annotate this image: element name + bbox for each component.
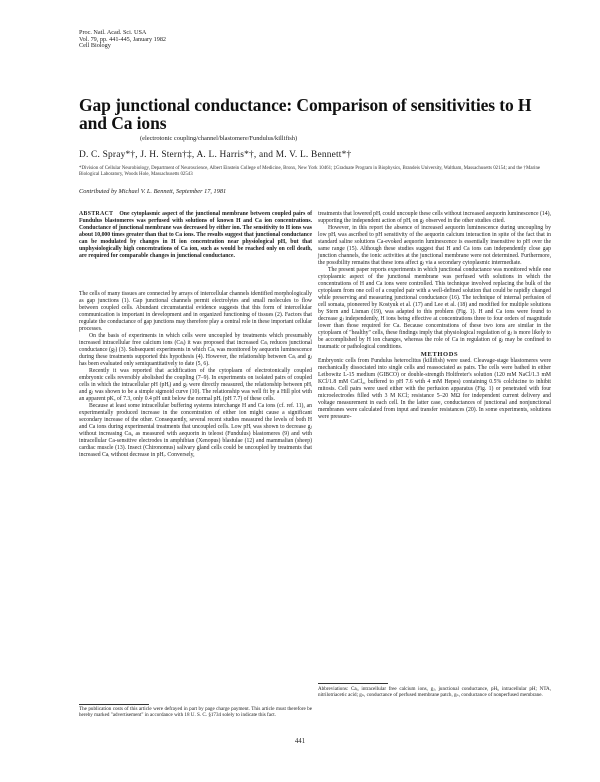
abbreviations-footnote: Abbreviations: Caᵢ, intracellular free calcium ions, gⱼ, junctional conductance, pHᵢ, intracellular pH; NTA, nitrilotriacetic acid; gₙ, conductance of perfused membrane patch, gₙ, conductance of nonperfused membrane. xyxy=(318,686,551,699)
publication-cost-footnote: The publication costs of this article were defrayed in part by page charge payment. This article must therefore be hereby marked "advertisement" in accordance with 18 U. S. C. §1734 solely to indicate this fact. xyxy=(79,706,312,719)
body-paragraph: Recently it was reported that acidification of the cytoplasm of electrotonically coupled embryonic cells reversibly abolished the coupling (7–9). In experiments on isolated pairs of coupled cells in which the intracellular pH (pHᵢ) and gⱼ were directly measured, the relationship between pHᵢ and gⱼ was shown to be a simple sigmoid curve (10). The relationship was well fit by a Hill plot with an apparent pKₐ of 7.3, only 0.4 pH unit below the normal pHᵢ (pH 7.7) of these cells. xyxy=(79,368,312,403)
footnote-divider xyxy=(318,683,388,684)
methods-heading: METHODS xyxy=(420,351,459,359)
journal-header xyxy=(79,30,166,50)
body-paragraph: Because at least some intracellular buffering systems interchange H and Ca ions (cf. ref. 11), an experimentally produced increase in the concentration of either ion might cause a significant secondary increase of the other. Consequently, several recent studies measured the levels of both H and Ca ions during experimental treatments that uncoupled cells. Low pHᵢ was shown to decrease gⱼ without increasing Caᵢ, as measured with aequorin in teleost (Fundulus) blastomeres (9) and with intracellular Ca-sensitive electrodes in amphibian (Xenopus) blastulae (12) and mammalian (sheep) cardiac muscle (13). Insect (Chironomus) salivary gland cells could be uncoupled by treatments that increased Caᵢ without decrease in pHᵢ. Conversely, xyxy=(79,403,312,459)
journal-name: Proc. Natl. Acad. Sci. USA xyxy=(79,29,147,36)
left-column-body xyxy=(79,291,312,459)
abstract xyxy=(79,211,312,260)
abstract-text: One cytoplasmic aspect of the junctional membrane between coupled pairs of Fundulus blastomeres was perfused with solutions of known H and Ca ion concentrations. Conductance of junctional membrane was decreased by either ion. The sensitivity to H ions was about 10,000 times greater than that to Ca ions. The results suggest that junctional conductance can be modulated by changes in H ion concentration near physiological pH, but that unphysiologically high concentrations of Ca ion, such as would be reached only on cell death, are required for comparable changes in junctional conductance. xyxy=(79,211,312,260)
body-paragraph: The present paper reports experiments in which junctional conductance was monitored while one cytoplasmic aspect of the junctional membrane was perfused with solutions in which the concentrations of H and Ca ions were controlled. This technique involved replacing the bulk of the cytoplasm from one cell of a coupled pair with a well-defined solution that could be rapidly changed while preserving and measuring junctional conductance (16). The technique of internal perfusion of cell somata, pioneered by Kostyuk et al. (17) and Lee et al. (18) and modified for multiple solutions by Stern and Lisman (19), was adapted to this problem (Fig. 1). H and Ca ions were found to decrease gⱼ independently, H ions being effective at concentrations three to four orders of magnitude lower than those required for Ca. Because concentrations of these two ions are similar in the cytoplasm of "healthy" cells, these findings imply that physiological regulation of gⱼ is more likely to be accomplished by H ion changes, whereas the role of Ca in regulation of gⱼ may be confined to traumatic or pathological conditions. xyxy=(318,267,551,351)
keywords: (electrotonic coupling/channel/blastomere/Fundulus/killifish) xyxy=(140,135,298,142)
affiliations: *Division of Cellular Neurobiology, Department of Neuroscience, Albert Einstein College of Medicine, Bronx, New York 10461; ‡Graduate Program in Biophysics, Brandeis University, Waltham, Massachusetts 02154; and the †Marine Biological Laboratory, Woods Hole, Massachusetts 02543 xyxy=(79,166,541,177)
abstract-paragraph xyxy=(79,211,312,260)
body-paragraph: On the basis of experiments in which cells were uncoupled by treatments which presumably increased intracellular free calcium ions (Caᵢ) it was proposed that increased Caᵢ reduces junctional conductance (gⱼ) (3). Subsequent experiments in which Caᵢ was monitored by aequorin luminescence during these treatments supported this hypothesis (4). However, the relationship between Caᵢ and gⱼ has been evaluated only semiquantitatively to date (5, 6). xyxy=(79,333,312,368)
contributed-by: Contributed by Michael V. L. Bennett, September 17, 1981 xyxy=(79,188,227,195)
authors: D. C. Spray*†, J. H. Stern†‡, A. L. Harris*†, and M. V. L. Bennett*† xyxy=(79,150,352,160)
journal-section: Cell Biology xyxy=(79,42,111,50)
article-title: Gap junctional conductance: Comparison of sensitivities to H and Ca ions xyxy=(79,95,532,133)
body-paragraph: treatments that lowered pHᵢ could uncouple these cells without increased aequorin luminescence (14), supporting the independent action of pHᵢ on gⱼ observed in the other studies cited. xyxy=(318,211,551,225)
methods-paragraph: Embryonic cells from Fundulus heteroclitus (killifish) were used. Cleavage-stage blastomeres were mechanically dissociated into single cells and reassociated as pairs. The cells were bathed in either Leibowitz L-15 medium (GIBCO) or double-strength Holtfreter's solution (120 mM NaCl/1.3 mM KCl/1.8 mM CaCl₂, buffered to pH 7.6 with 4 mM Hepes) containing 0.5% colchicine to inhibit mitosis. Cell pairs were used either with the perfusion apparatus (Fig. 1) or penetrated with four microelectrodes filled with 3 M KCl; resistance 5–20 MΩ for independent current delivery and voltage measurement in each cell. In the latter case, conductances of junctional and nonjunctional membranes were calculated from input and transfer resistances (20). In some experiments, solutions were pressure- xyxy=(318,358,551,421)
body-paragraph: However, in this report the absence of increased aequorin luminescence during uncoupling by low pHᵢ was ascribed to pH sensitivity of the aequorin calcium interaction in spite of the fact that in standard saline solutions Ca-evoked aequorin luminescence is essentially insensitive to pH over the same range (15). Although these studies suggest that H and Ca ions can independently close gap junction channels, the ionic activities at the junctional membrane were not determined. Furthermore, the possibility remains that these ions affect gⱼ via a secondary cytoplasmic intermediate. xyxy=(318,225,551,267)
body-paragraph: The cells of many tissues are connected by arrays of intercellular channels identified morphologically as gap junctions (1). Gap junctional channels permit electrolytes and small molecules to flow between coupled cells. Abundant circumstantial evidence suggests that this form of intercellular communication is important in development and in organized functioning of tissues (2). Factors that regulate the conductance of gap junctions may therefore play a central role in these important cellular processes. xyxy=(79,291,312,333)
page-number: 441 xyxy=(294,738,306,745)
abstract-label: ABSTRACT xyxy=(79,211,114,217)
footnote-divider xyxy=(79,704,149,705)
right-column-body xyxy=(318,211,551,421)
journal-volume: Vol. 79, pp. 441-445, January 1982 xyxy=(79,35,167,43)
